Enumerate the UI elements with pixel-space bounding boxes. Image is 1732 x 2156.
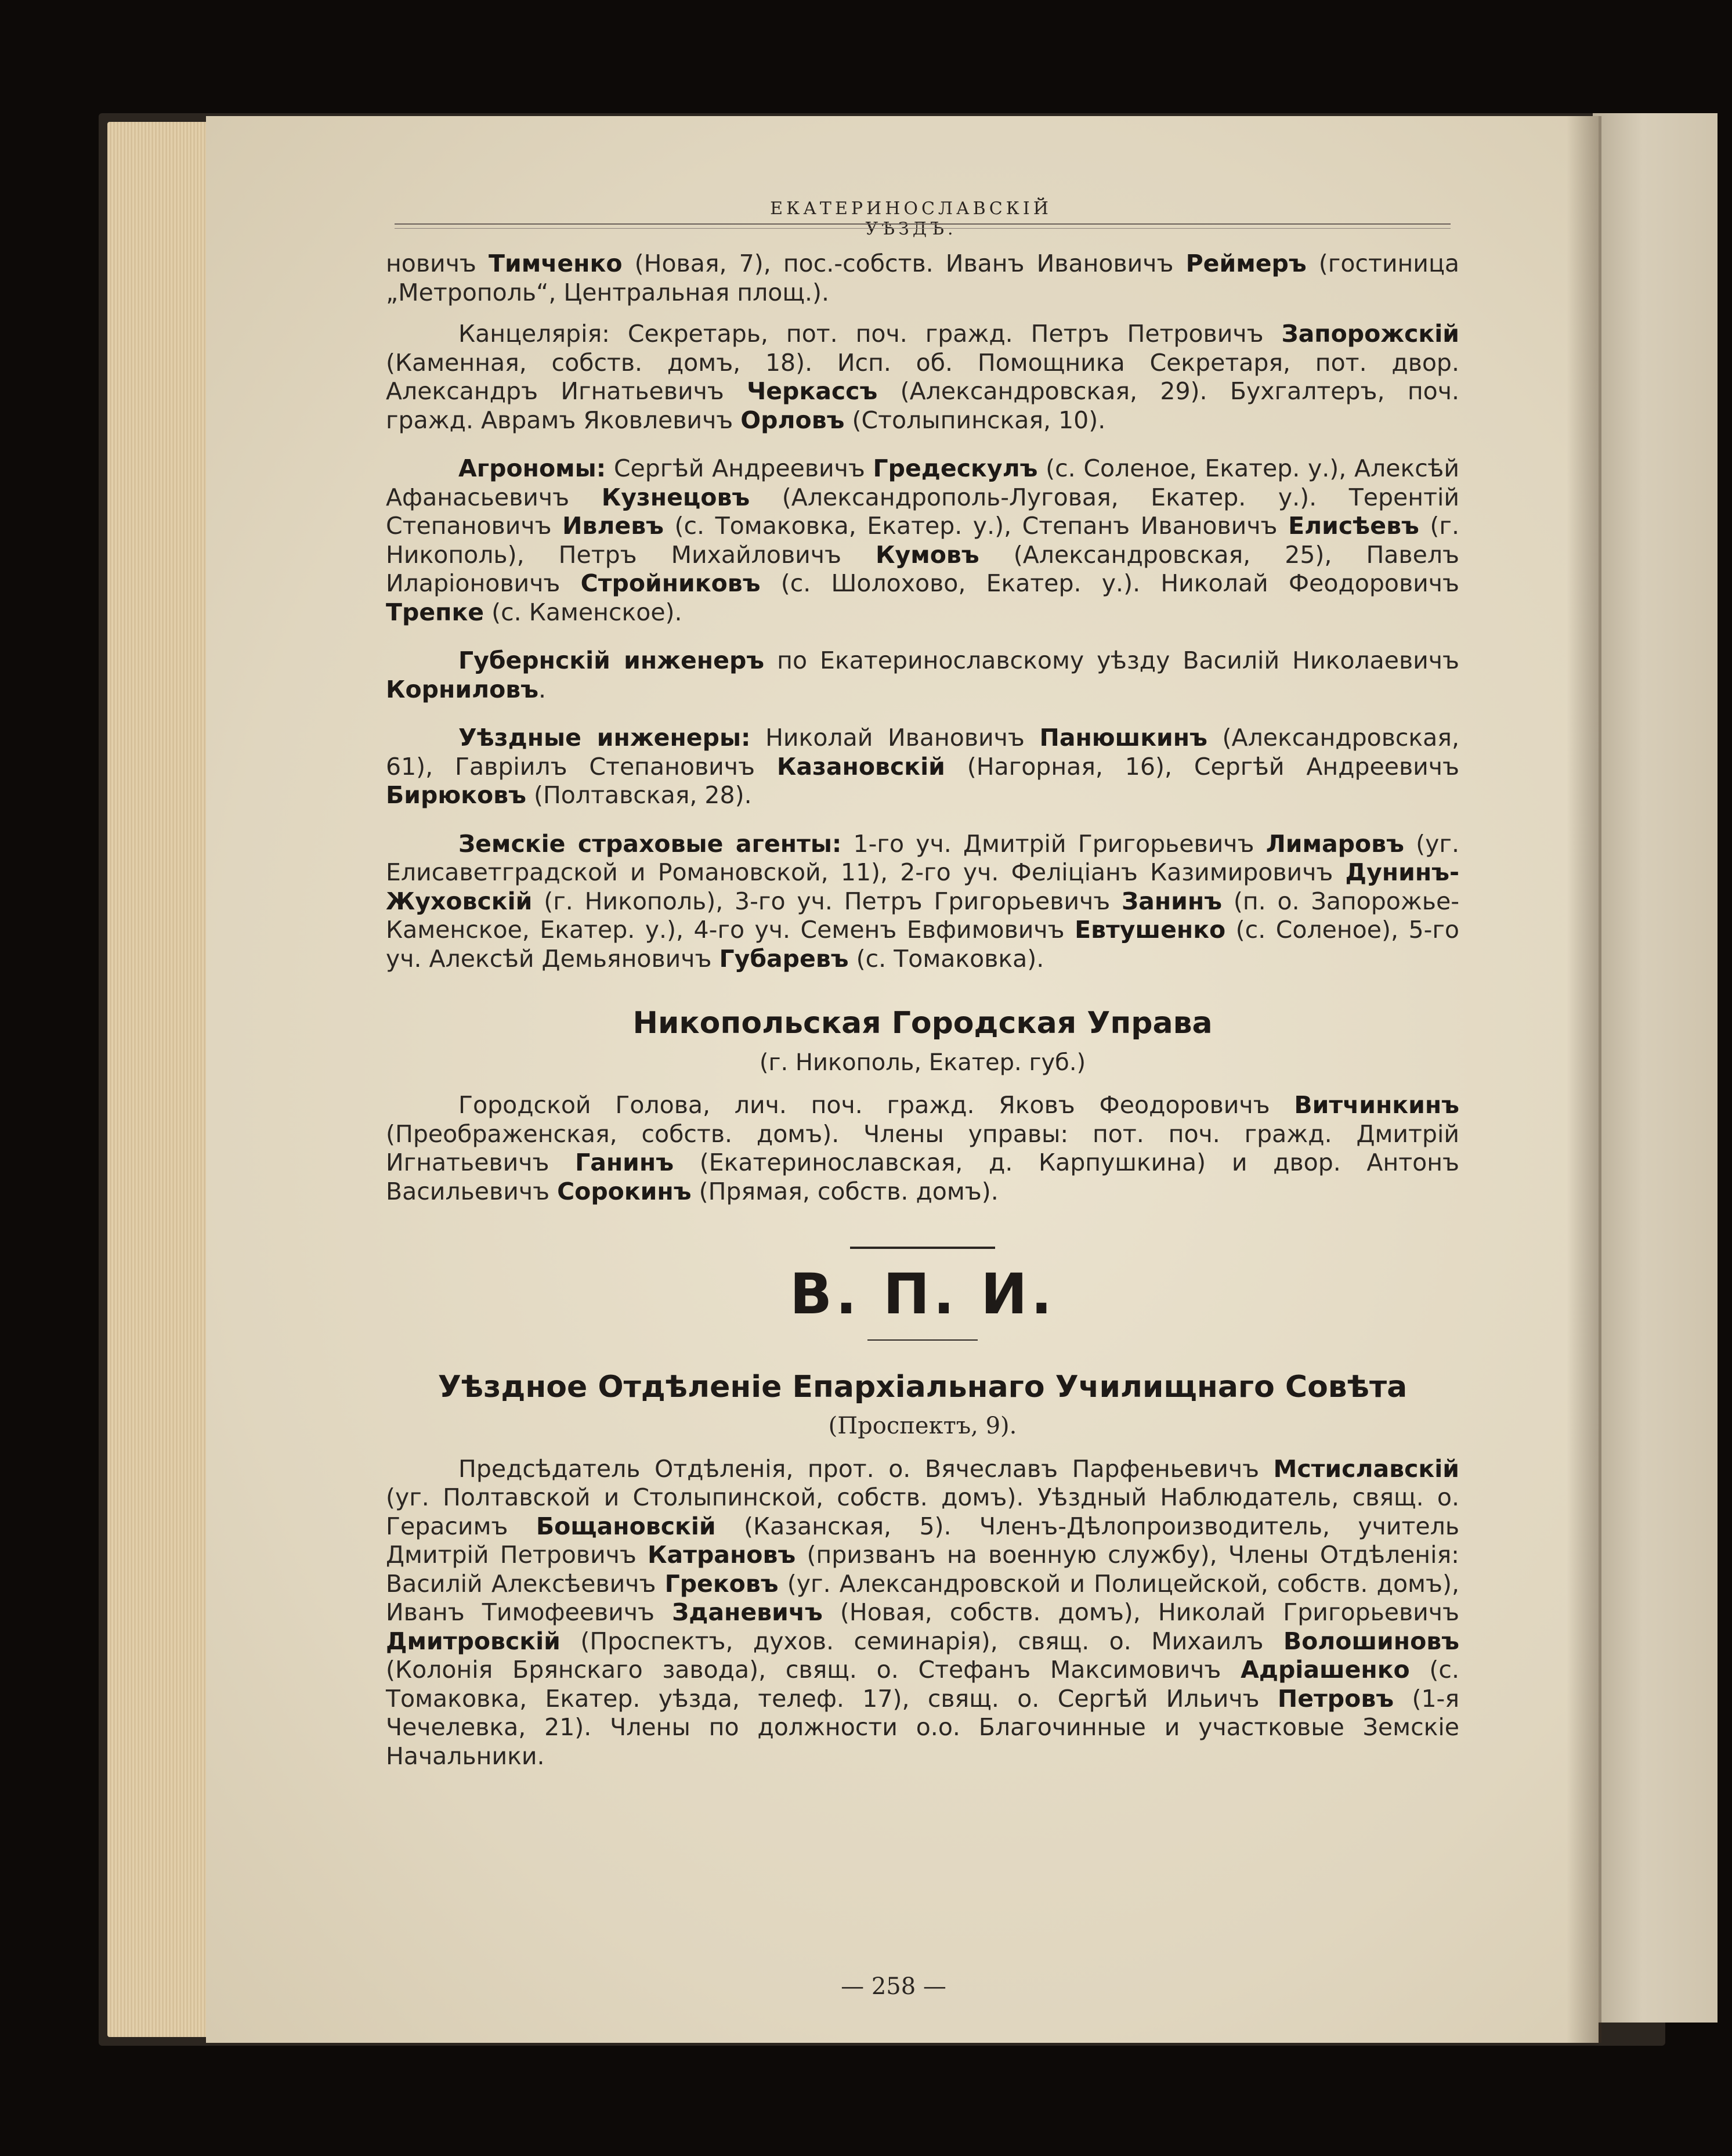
section-title-nikopol: Никопольская Городская Управа — [632, 1006, 1213, 1041]
name-dunin-zhukhovsky: Дунинъ-Жуховскій — [386, 858, 1459, 915]
paragraph-agronomists: Агрономы: Сергѣй Андреевичъ Гредескулъ (с. Соленое, Екатер. у.), Алексѣй Афанасьевичъ Кузнецовъ (Александрополь-Луговая, Екатер. у.). Терентій Степановичъ Ивлевъ (с. Томаковка, Екатер. у.), Степанъ Ивановичъ Елисѣевъ (г. Никополь), Петръ Михайловичъ Кумовъ (Александровская, 25), Павелъ Иларіоновичъ Стройниковъ (с. Шолохово, Екатер. у.). Николай Феодоровичъ Трепке (с. Каменское). — [386, 454, 1460, 626]
name-ganin: Ганинъ — [575, 1149, 674, 1176]
paragraph-district-engineers: Уѣздные инженеры: Николай Ивановичъ Панюшкинъ (Александровская, 61), Гавріилъ Степановичъ Казановскій (Нагорная, 16), Сергѣй Андреевичъ Бирюковъ (Полтавская, 28). — [386, 724, 1460, 809]
section-subtitle-council: (Проспектъ, 9). — [828, 1413, 1017, 1439]
gutter-shadow — [1567, 116, 1601, 2043]
name-petrov: Петровъ — [1277, 1684, 1394, 1713]
name-eliseev: Елисѣевъ — [1288, 512, 1419, 540]
name-grekov: Грековъ — [664, 1569, 779, 1598]
paragraph-council-members: Предсѣдатель Отдѣленія, прот. о. Вячеславъ Парфеньевичъ Мстиславскій (уг. Полтавской и Столыпинской, собств. домъ). Уѣздный Наблюдатель, свящ. о. Герасимъ Бощановскій (Казанская, 5). Членъ-Дѣлопроизводитель, учитель Дмитрій Петровичъ Катрановъ (призванъ на военную службу), Члены Отдѣленія: Василій Алексѣевичъ Грековъ (уг. Александровской и Полицейской, собств. домъ), Иванъ Тимофеевичъ Зданевичъ (Новая, собств. домъ), Николай Григорьевичъ Дмитровскій (Проспектъ, духов. семинарія), свящ. о. Михаилъ Волошиновъ (Колонія Брянскаго завода), свящ. о. Стефанъ Максимовичъ Адріашенко (с. Томаковка, Екатер. уѣзда, телеф. 17), свящ. о. Сергѣй Ильичъ Петровъ (1-я Чечелевка, 21). Члены по должности о.о. Благочинные и участковые Земскіе Начальники. — [386, 1454, 1460, 1770]
name-ivlev: Ивлевъ — [562, 512, 664, 540]
section-title-vpi: В. П. И. — [789, 1262, 1056, 1327]
paragraph-nikopol-board: Городской Голова, лич. поч. гражд. Яковъ Феодоровичъ Витчинкинъ (Преображенская, собств. домъ). Члены управы: пот. поч. гражд. Дмитрій Игнатьевичъ Ганинъ (Екатеринославская, д. Карпушкина) и двор. Антонъ Васильевичъ Сорокинъ (Прямая, собств. домъ). — [386, 1091, 1459, 1205]
label-district-engineers: Уѣздные инженеры: — [458, 724, 751, 752]
name-panyushkin: Панюшкинъ — [1039, 724, 1207, 752]
name-kumov: Кумовъ — [876, 540, 979, 569]
name-trepke: Трепке — [386, 598, 484, 626]
paragraph-provincial-engineer: Губернскій инженеръ по Екатеринославскому уѣзду Василій Николаевичъ Корниловъ. — [386, 647, 1459, 703]
name-dmitrovsky: Дмитровскій — [386, 1627, 561, 1655]
section-divider-rule — [850, 1247, 995, 1249]
name-sorokin: Сорокинъ — [557, 1177, 692, 1205]
name-kazanovsky: Казановскій — [776, 752, 945, 781]
header-rule — [395, 223, 1451, 229]
page-edges — [107, 122, 209, 2037]
name-stroinikov: Стройниковъ — [580, 569, 761, 597]
section-subtitle-nikopol: (г. Никополь, Екатер. губ.) — [759, 1049, 1086, 1076]
name-kuznetsov: Кузнецовъ — [601, 483, 750, 511]
paragraph-chancery: Канцелярія: Секретарь, пот. поч. гражд. Петръ Петровичъ Запорожскій (Каменная, собств. домъ, 18). Исп. об. Помощника Секретаря, пот. двор. Александръ Игнатьевичъ Черкассъ (Александровская, 29). Бухгалтеръ, поч. гражд. Аврамъ Яковлевичъ Орловъ (Столыпинская, 10). — [386, 320, 1459, 434]
title-underline-rule — [867, 1339, 978, 1341]
name-mstislavsky: Мстиславскій — [1273, 1454, 1459, 1483]
name-orlov: Орловъ — [740, 406, 845, 434]
name-katranov: Катрановъ — [648, 1541, 796, 1569]
name-boshchanovsky: Бощановскій — [536, 1512, 716, 1540]
name-kornilov: Корниловъ — [386, 675, 539, 703]
name-zanin: Занинъ — [1122, 887, 1223, 915]
running-header: ЕКАТЕРИНОСЛАВСКІЙ УѢЗДЪ. — [770, 198, 1052, 239]
name-zdanevich: Зданевичъ — [672, 1598, 823, 1626]
page-number: — 258 — — [841, 1973, 946, 2000]
name-zaporozhsky: Запорожскій — [1281, 320, 1459, 348]
facing-page-edge — [1593, 113, 1717, 2023]
name-gredeskul: Гредескулъ — [873, 454, 1038, 482]
name-reimer: Реймеръ — [1185, 250, 1307, 277]
section-title-council: Уѣздное Отдѣленіе Епархіальнаго Училищнаго Совѣта — [437, 1369, 1408, 1404]
name-voloshinov: Волошиновъ — [1283, 1627, 1459, 1655]
name-vitchinkin: Витчинкинъ — [1294, 1091, 1459, 1119]
paragraph-continuation: новичъ Тимченко (Новая, 7), пос.-собств. Иванъ Ивановичъ Реймеръ (гостиница „Метрополь“, Центральная площ.). — [386, 250, 1459, 306]
name-timchenko: Тимченко — [489, 250, 623, 277]
name-evtushenko: Евтушенко — [1075, 916, 1226, 944]
label-insurance-agents: Земскіе страховые агенты: — [458, 829, 842, 858]
name-gubarev: Губаревъ — [719, 944, 849, 973]
paragraph-insurance-agents: Земскіе страховые агенты: 1-го уч. Дмитрій Григорьевичъ Лимаровъ (уг. Елисаветградской и Романовской, 11), 2-го уч. Феліціанъ Казимировичъ Дунинъ-Жуховскій (г. Никополь), 3-го уч. Петръ Григорьевичъ Занинъ (п. о. Запорожье-Каменское, Екатер. у.), 4-го уч. Семенъ Евфимовичъ Евтушенко (с. Соленое), 5-го уч. Алексѣй Демьяновичъ Губаревъ (с. Томаковка). — [386, 829, 1459, 973]
name-cherkass: Черкассъ — [747, 377, 878, 405]
label-agronomists: Агрономы: — [458, 454, 606, 482]
page-content — [386, 250, 1459, 1771]
label-provincial-engineer: Губернскій инженеръ — [458, 647, 765, 674]
name-limarov: Лимаровъ — [1265, 829, 1404, 858]
name-biryukov: Бирюковъ — [386, 781, 526, 809]
name-adriashenko: Адріашенко — [1241, 1656, 1410, 1684]
